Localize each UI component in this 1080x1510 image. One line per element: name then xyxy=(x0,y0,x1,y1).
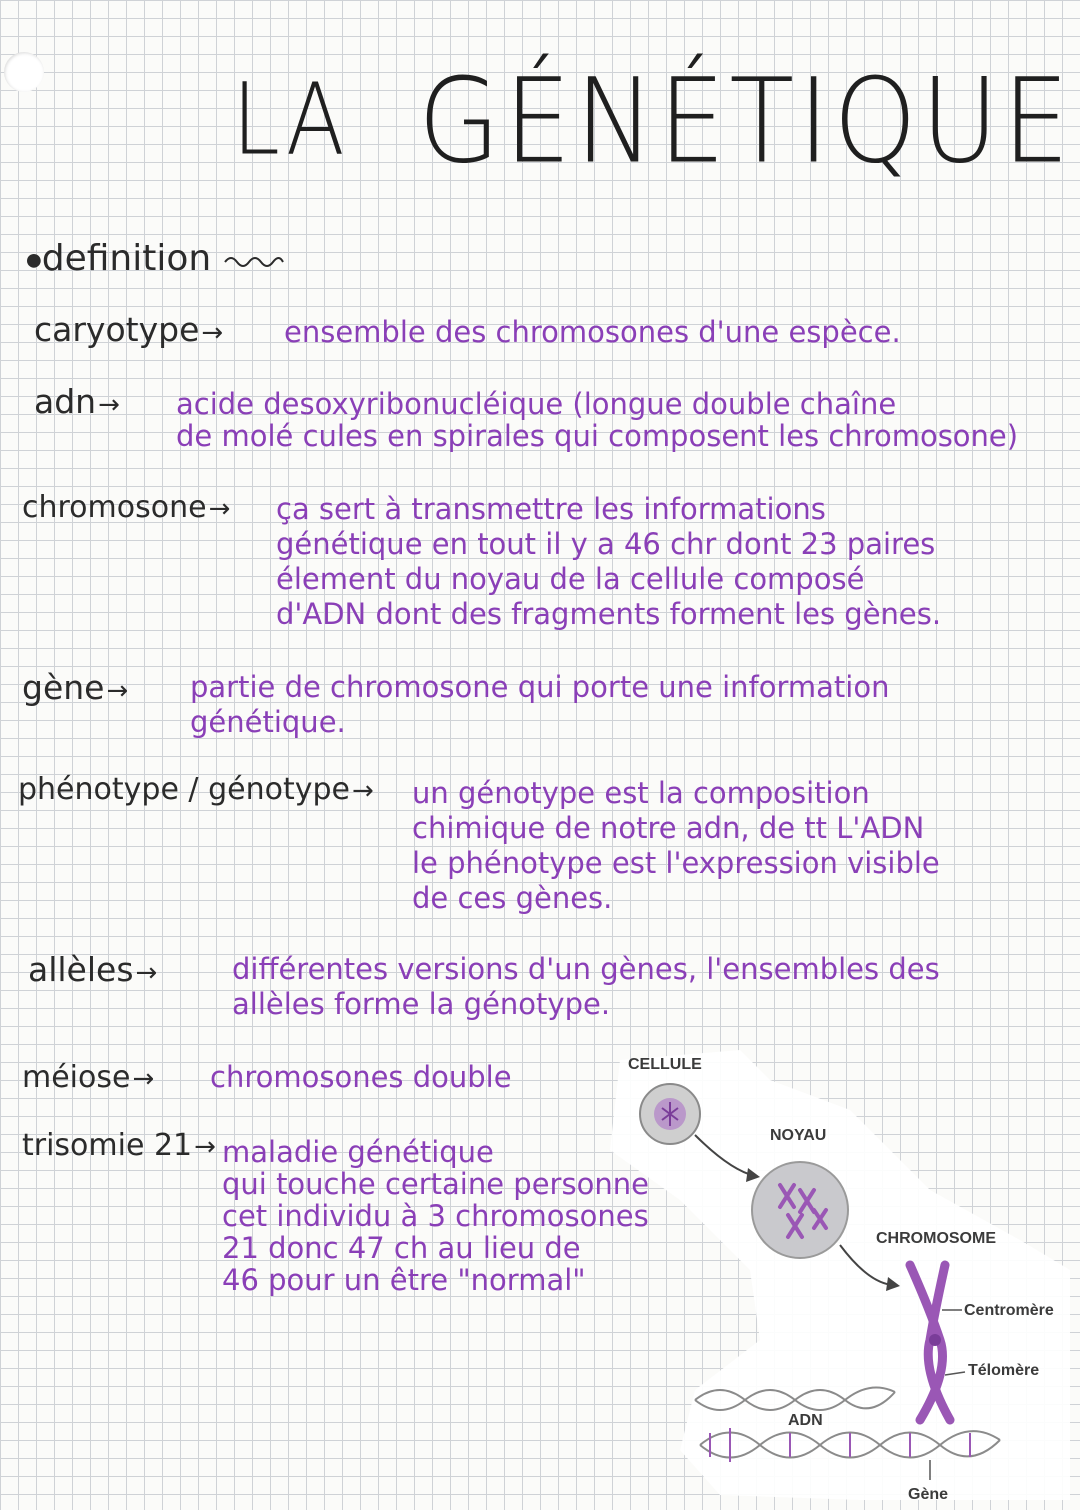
definition-chromosone xyxy=(276,492,941,632)
definition-line: génétique. xyxy=(190,705,346,739)
arrow-icon: → xyxy=(351,776,374,806)
definition-line: cet individu à 3 chromosones xyxy=(222,1199,649,1233)
arrow-icon: → xyxy=(208,494,231,524)
label-cellule: CELLULE xyxy=(628,1056,702,1073)
arrow-icon: → xyxy=(194,1132,216,1162)
label-noyau: NOYAU xyxy=(770,1127,827,1144)
term-gene xyxy=(22,668,128,707)
definition-line: génétique en tout il y a 46 chr dont 23 paires xyxy=(276,527,936,561)
title-part-1: LA xyxy=(232,62,349,178)
definition-line: de ces gènes. xyxy=(412,881,613,915)
definition-line: allèles forme la génotype. xyxy=(232,987,611,1021)
definition-line: 21 donc 47 ch au lieu de xyxy=(222,1231,581,1265)
term-label: caryotype xyxy=(34,310,200,349)
term-adn xyxy=(34,382,120,421)
definition-meiose xyxy=(210,1060,512,1095)
definition-line: le phénotype est l'expression visible xyxy=(412,846,940,880)
cell-to-dna-diagram xyxy=(600,1040,1075,1505)
definition-line: partie de chromosone qui porte une information xyxy=(190,670,890,704)
definition-gene xyxy=(190,670,889,740)
arrow-icon: → xyxy=(98,390,120,420)
definition-line: chromosones double xyxy=(210,1060,512,1094)
term-caryotype xyxy=(34,310,223,349)
centromere-dot xyxy=(929,1334,941,1346)
definition-line: acide desoxyribonucléique (longue double chaîne xyxy=(176,387,897,421)
term-phenotype-genotype xyxy=(18,772,374,807)
diagram-graphic xyxy=(600,1040,1075,1505)
label-adn: ADN xyxy=(788,1412,823,1429)
binder-hole xyxy=(4,52,44,92)
definition-line: un génotype est la composition xyxy=(412,776,870,810)
section-heading: ●definition xyxy=(26,238,285,279)
definition-line: ça sert à transmettre les informations xyxy=(276,492,826,526)
squiggle-icon xyxy=(223,250,285,270)
label-gene: Gène xyxy=(908,1486,949,1503)
definition-phenotype-genotype xyxy=(412,776,940,916)
term-label: adn xyxy=(34,382,97,421)
definition-line: 46 pour un être "normal" xyxy=(222,1263,586,1297)
label-telomere: Télomère xyxy=(968,1362,1040,1379)
definition-trisomie-21 xyxy=(222,1136,649,1296)
term-label: méiose xyxy=(22,1060,131,1095)
arrow-icon: → xyxy=(132,1064,155,1094)
definition-line: élement du noyau de la cellule composé xyxy=(276,562,865,596)
term-label: trisomie 21 xyxy=(22,1128,193,1163)
title-part-2: GÉNÉTIQUE xyxy=(418,53,1074,190)
term-trisomie-21 xyxy=(22,1128,216,1163)
term-chromosone xyxy=(22,490,230,525)
term-label: chromosone xyxy=(22,490,207,525)
definition-line: différentes versions d'un gènes, l'ensembles des xyxy=(232,952,940,986)
definition-line: chimique de notre adn, de tt L'ADN xyxy=(412,811,925,845)
definition-line: qui touche certaine personne xyxy=(222,1167,649,1201)
term-meiose xyxy=(22,1060,154,1095)
definition-line: de molé cules en spirales qui composent les chromosone) xyxy=(176,419,1019,453)
arrow-icon: → xyxy=(106,676,129,706)
label-chromosome: CHROMOSOME xyxy=(876,1230,996,1247)
section-heading-text: definition xyxy=(41,238,212,279)
definition-caryotype xyxy=(284,315,901,350)
term-label: gène xyxy=(22,668,105,707)
definition-line: d'ADN dont des fragments forment les gènes. xyxy=(276,597,942,631)
label-centromere: Centromère xyxy=(964,1302,1054,1319)
term-label: phénotype / génotype xyxy=(18,772,350,807)
definition-adn xyxy=(176,388,1018,452)
term-label: allèles xyxy=(28,950,134,989)
arrow-icon: → xyxy=(135,958,158,988)
definition-line: ensemble des chromosones d'une espèce. xyxy=(284,315,901,349)
term-alleles xyxy=(28,950,157,989)
definition-line: maladie génétique xyxy=(222,1135,494,1169)
definition-alleles xyxy=(232,952,940,1022)
arrow-icon: → xyxy=(201,318,224,348)
